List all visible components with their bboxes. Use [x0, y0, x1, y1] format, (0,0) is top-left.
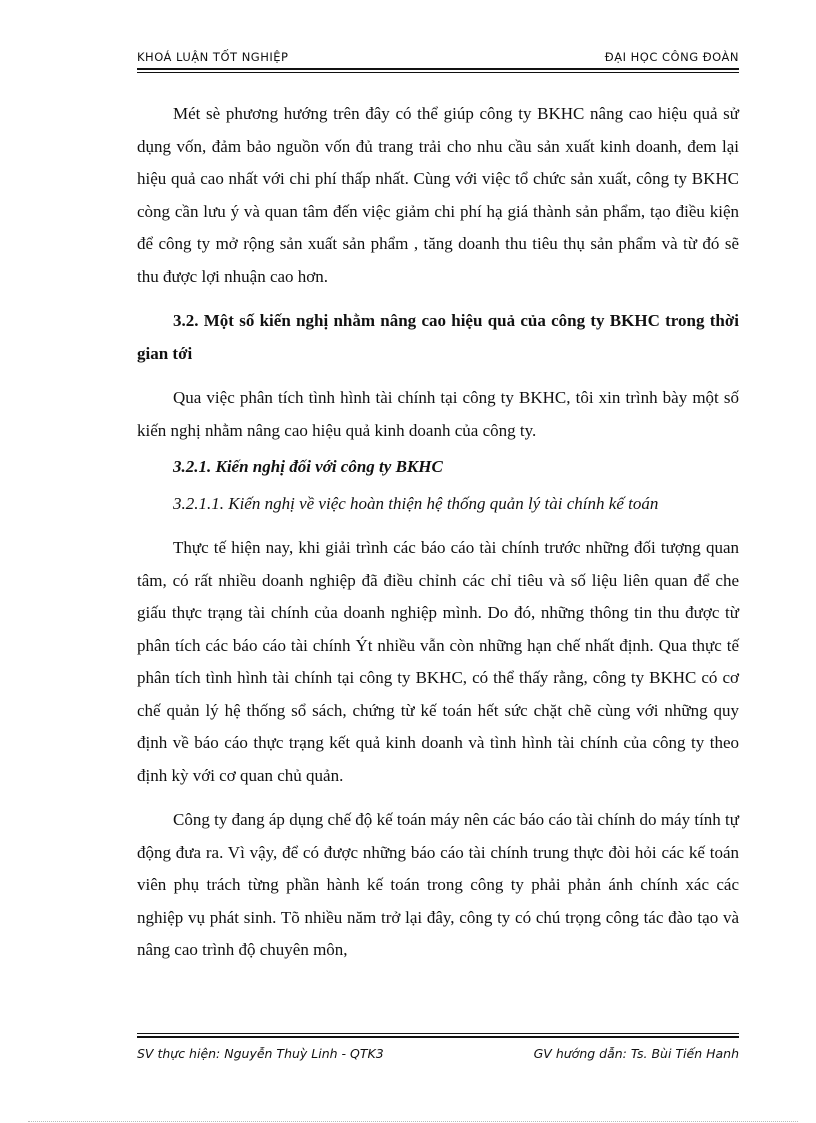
footer-student: SV thực hiện: Nguyễn Thuỳ Linh - QTK3 [137, 1046, 384, 1061]
paragraph-section-intro: Qua việc phân tích tình hình tài chính tại công ty BKHC, tôi xin trình bày một số kiến nghị nhằm nâng cao hiệu quả kinh doanh của công ty. [137, 388, 739, 440]
paragraph-accounting: Công ty đang áp dụng chế độ kế toán máy nên các báo cáo tài chính do máy tính tự động đưa ra. Vì vậy, để có được những báo cáo tài chính trung thực đòi hỏi các kế toán viên phụ trách từng phần hành kế toán trong công ty phải phản ánh chính xác các nghiệp vụ phát sinh. Tõ nhiều năm trở lại đây, công ty có chú trọng công tác đào tạo và nâng cao trình độ chuyên môn, [137, 810, 739, 959]
paragraph-intro: Mét sè phương hướng trên đây có thể giúp công ty BKHC nâng cao hiệu quả sử dụng vốn, đảm bảo nguồn vốn đủ trang trải cho nhu cầu sản xuất kinh doanh, đem lại hiệu quả cao nhất với chi phí thấp nhất. Cùng với việc tổ chức sản xuất, công ty BKHC còng cần lưu ý và quan tâm đến việc giảm chi phí hạ giá thành sản phẩm, tạo điều kiện để công ty mở rộng sản xuất sản phẩm , tăng doanh thu tiêu thụ sản phẩm và từ đó sẽ thu được lợi nhuận cao hơn. [137, 104, 739, 286]
header-left-title: KHOÁ LUẬN TỐT NGHIỆP [137, 50, 289, 64]
header-right-title: ĐẠI HỌC CÔNG ĐOÀN [604, 50, 739, 64]
header-rule-thick [137, 68, 739, 70]
footer-rule-thin [137, 1033, 739, 1034]
footer-rule-thick [137, 1036, 739, 1038]
subsection-heading-3-2-1-1: 3.2.1.1. Kiến nghị về việc hoàn thiện hệ thống quản lý tài chính kế toán [173, 493, 659, 513]
subsection-heading-3-2-1: 3.2.1. Kiến nghị đối với công ty BKHC [173, 457, 443, 476]
document-body [137, 98, 739, 967]
page-header [137, 50, 739, 66]
paragraph-reality: Thực tế hiện nay, khi giải trình các báo cáo tài chính trước những đối tượng quan tâm, có rất nhiều doanh nghiệp đã điều chỉnh các chỉ tiêu và số liệu liên quan để che giấu thực trạng tài chính của doanh nghiệp mình. Do đó, những thông tin thu được từ phân tích các báo cáo tài chính Ýt nhiều vẫn còn những hạn chế nhất định. Qua thực tế phân tích tình hình tài chính tại công ty BKHC, có thể thấy rằng, công ty BKHC có cơ chế quản lý hệ thống sổ sách, chứng từ kế toán hết sức chặt chẽ cùng với những quy định về báo cáo thực trạng kết quả kinh doanh và tình hình tài chính của công ty theo định kỳ với cơ quan chủ quản. [137, 538, 739, 785]
section-heading-3-2: 3.2. Một số kiến nghị nhằm nâng cao hiệu quả của công ty BKHC trong thời gian tới [137, 311, 739, 363]
page-bottom-dotted-divider [28, 1121, 798, 1122]
header-rule-thin [137, 72, 739, 73]
footer-advisor: GV hướng dẫn: Ts. Bùi Tiến Hanh [533, 1046, 739, 1061]
